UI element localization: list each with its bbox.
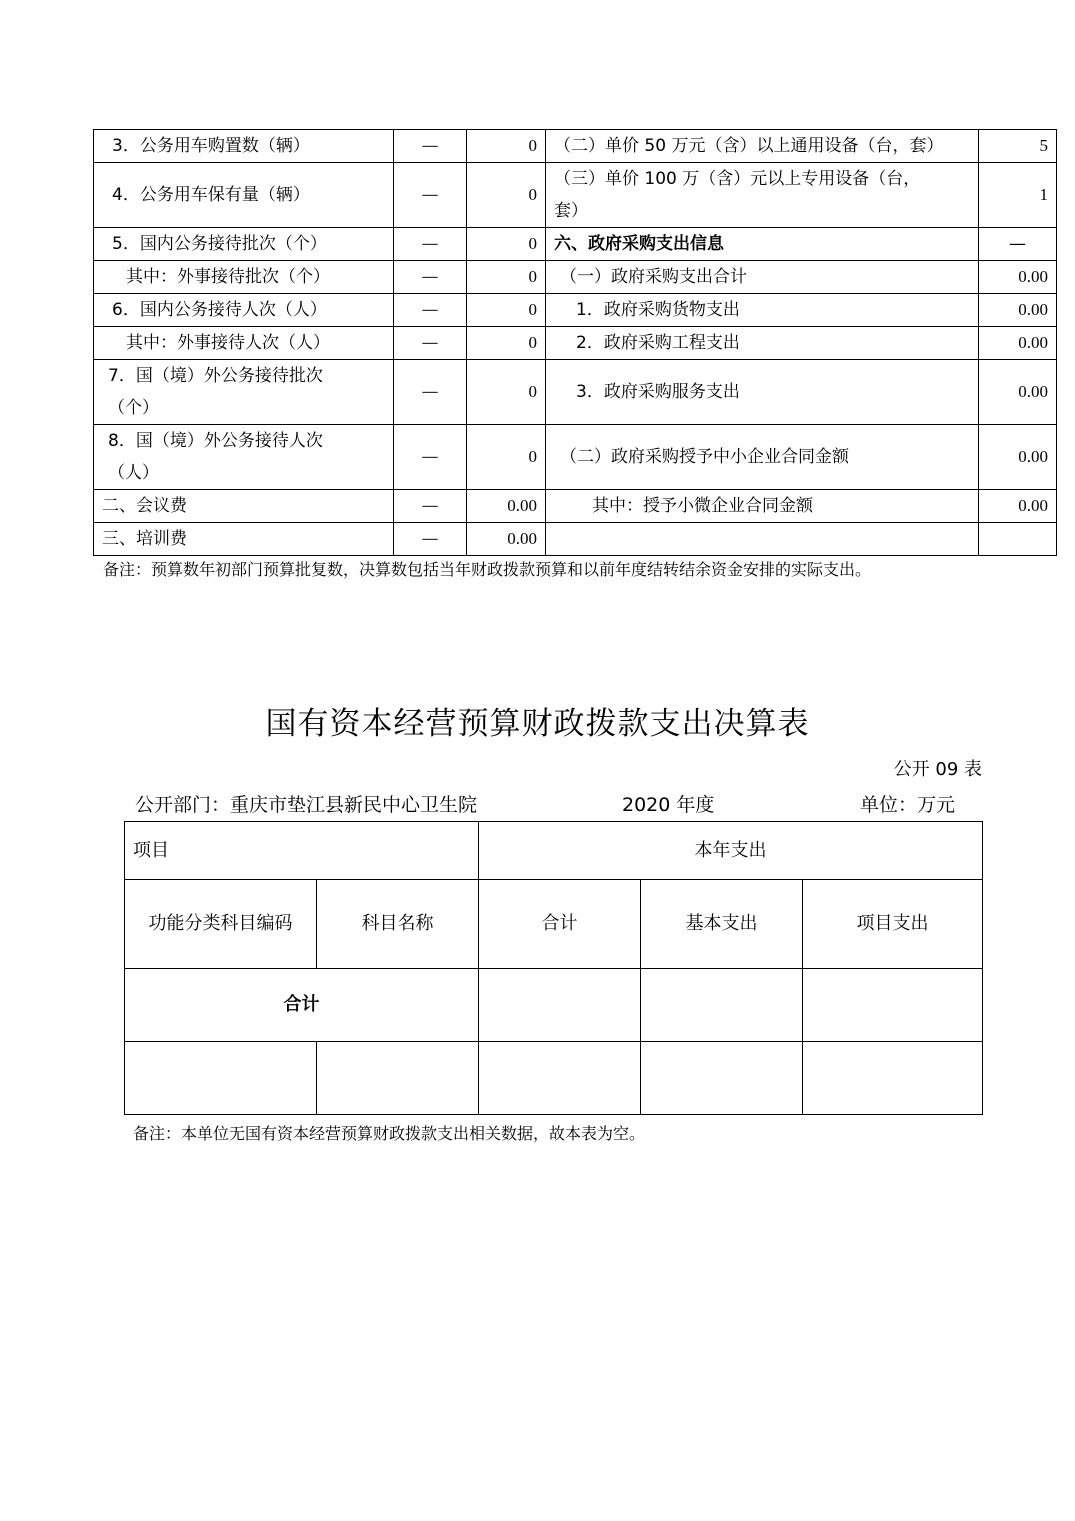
row-label: 7．国（境）外公务接待批次（个） bbox=[94, 360, 394, 425]
project-cell bbox=[803, 969, 983, 1042]
table-row bbox=[125, 1042, 983, 1115]
budget-cell: — bbox=[394, 327, 467, 360]
budget-cell: — bbox=[394, 163, 467, 228]
value-cell: 1 bbox=[979, 163, 1057, 228]
total-row bbox=[125, 969, 983, 1042]
value-cell: 0.00 bbox=[979, 327, 1057, 360]
empty-cell bbox=[641, 1042, 803, 1115]
section-heading: 六、政府采购支出信息 bbox=[546, 228, 979, 261]
table-row bbox=[94, 163, 1057, 228]
table-note: 备注：预算数年初部门预算批复数，决算数包括当年财政拨款预算和以前年度结转结余资金安排的实际支出。 bbox=[103, 560, 872, 579]
header-row bbox=[125, 880, 983, 969]
table-code: 公开 09 表 bbox=[893, 759, 982, 780]
table-row bbox=[94, 360, 1057, 425]
table-row bbox=[94, 228, 1057, 261]
value-cell bbox=[979, 523, 1057, 556]
state-capital-table bbox=[124, 821, 983, 1115]
empty-cell bbox=[803, 1042, 983, 1115]
table-row bbox=[94, 523, 1057, 556]
value-cell: 0.00 bbox=[979, 360, 1057, 425]
actual-cell: 0 bbox=[467, 327, 546, 360]
department-label: 公开部门：重庆市垫江县新民中心卫生院 bbox=[135, 794, 478, 816]
unit-label: 单位：万元 bbox=[860, 794, 956, 816]
total-cell bbox=[479, 969, 641, 1042]
actual-cell: 0 bbox=[467, 294, 546, 327]
empty-cell bbox=[317, 1042, 479, 1115]
public-expense-table bbox=[93, 129, 1057, 556]
empty-cell bbox=[479, 1042, 641, 1115]
actual-cell: 0 bbox=[467, 130, 546, 163]
row-label: 三、培训费 bbox=[94, 523, 394, 556]
value-cell: 0.00 bbox=[979, 261, 1057, 294]
row-label: 3．政府采购服务支出 bbox=[546, 360, 979, 425]
col-name-header: 科目名称 bbox=[317, 880, 479, 969]
value-cell: 0.00 bbox=[979, 425, 1057, 490]
value-cell: — bbox=[979, 228, 1057, 261]
row-label: 8．国（境）外公务接待人次（人） bbox=[94, 425, 394, 490]
row-label: （二）政府采购授予中小企业合同金额 bbox=[546, 425, 979, 490]
row-label: 1．政府采购货物支出 bbox=[546, 294, 979, 327]
row-label: 3．公务用车购置数（辆） bbox=[94, 130, 394, 163]
table-row bbox=[94, 261, 1057, 294]
row-label: 4．公务用车保有量（辆） bbox=[94, 163, 394, 228]
table-row bbox=[94, 490, 1057, 523]
row-label: 2．政府采购工程支出 bbox=[546, 327, 979, 360]
budget-cell: — bbox=[394, 261, 467, 294]
basic-cell bbox=[641, 969, 803, 1042]
row-label: 6．国内公务接待人次（人） bbox=[94, 294, 394, 327]
actual-cell: 0 bbox=[467, 228, 546, 261]
actual-cell: 0.00 bbox=[467, 490, 546, 523]
budget-cell: — bbox=[394, 425, 467, 490]
budget-cell: — bbox=[394, 130, 467, 163]
row-label: （三）单价 100 万（含）元以上专用设备（台，套） bbox=[546, 163, 979, 228]
budget-cell: — bbox=[394, 228, 467, 261]
col-code-header: 功能分类科目编码 bbox=[125, 880, 317, 969]
table-row bbox=[94, 130, 1057, 163]
page-title: 国有资本经营预算财政拨款支出决算表 bbox=[265, 706, 810, 742]
actual-cell: 0 bbox=[467, 261, 546, 294]
row-label: （一）政府采购支出合计 bbox=[546, 261, 979, 294]
header-row bbox=[125, 822, 983, 880]
actual-cell: 0.00 bbox=[467, 523, 546, 556]
row-label bbox=[546, 523, 979, 556]
col-project-header: 项目支出 bbox=[803, 880, 983, 969]
budget-cell: — bbox=[394, 360, 467, 425]
empty-cell bbox=[125, 1042, 317, 1115]
actual-cell: 0 bbox=[467, 360, 546, 425]
value-cell: 0.00 bbox=[979, 490, 1057, 523]
row-label: 二、会议费 bbox=[94, 490, 394, 523]
row-label: 其中：外事接待批次（个） bbox=[94, 261, 394, 294]
header-item: 项目 bbox=[125, 822, 479, 880]
year-label: 2020 年度 bbox=[622, 794, 715, 816]
table-note: 备注：本单位无国有资本经营预算财政拨款支出相关数据，故本表为空。 bbox=[133, 1124, 646, 1143]
row-label: （二）单价 50 万元（含）以上通用设备（台，套） bbox=[546, 130, 979, 163]
value-cell: 5 bbox=[979, 130, 1057, 163]
table-row bbox=[94, 327, 1057, 360]
value-cell: 0.00 bbox=[979, 294, 1057, 327]
table-row bbox=[94, 294, 1057, 327]
budget-cell: — bbox=[394, 490, 467, 523]
header-current-year: 本年支出 bbox=[479, 822, 983, 880]
row-label: 5．国内公务接待批次（个） bbox=[94, 228, 394, 261]
actual-cell: 0 bbox=[467, 425, 546, 490]
budget-cell: — bbox=[394, 294, 467, 327]
row-label: 其中：外事接待人次（人） bbox=[94, 327, 394, 360]
actual-cell: 0 bbox=[467, 163, 546, 228]
row-label: 其中：授予小微企业合同金额 bbox=[546, 490, 979, 523]
col-basic-header: 基本支出 bbox=[641, 880, 803, 969]
total-label: 合计 bbox=[125, 969, 479, 1042]
table-row bbox=[94, 425, 1057, 490]
budget-cell: — bbox=[394, 523, 467, 556]
col-total-header: 合计 bbox=[479, 880, 641, 969]
